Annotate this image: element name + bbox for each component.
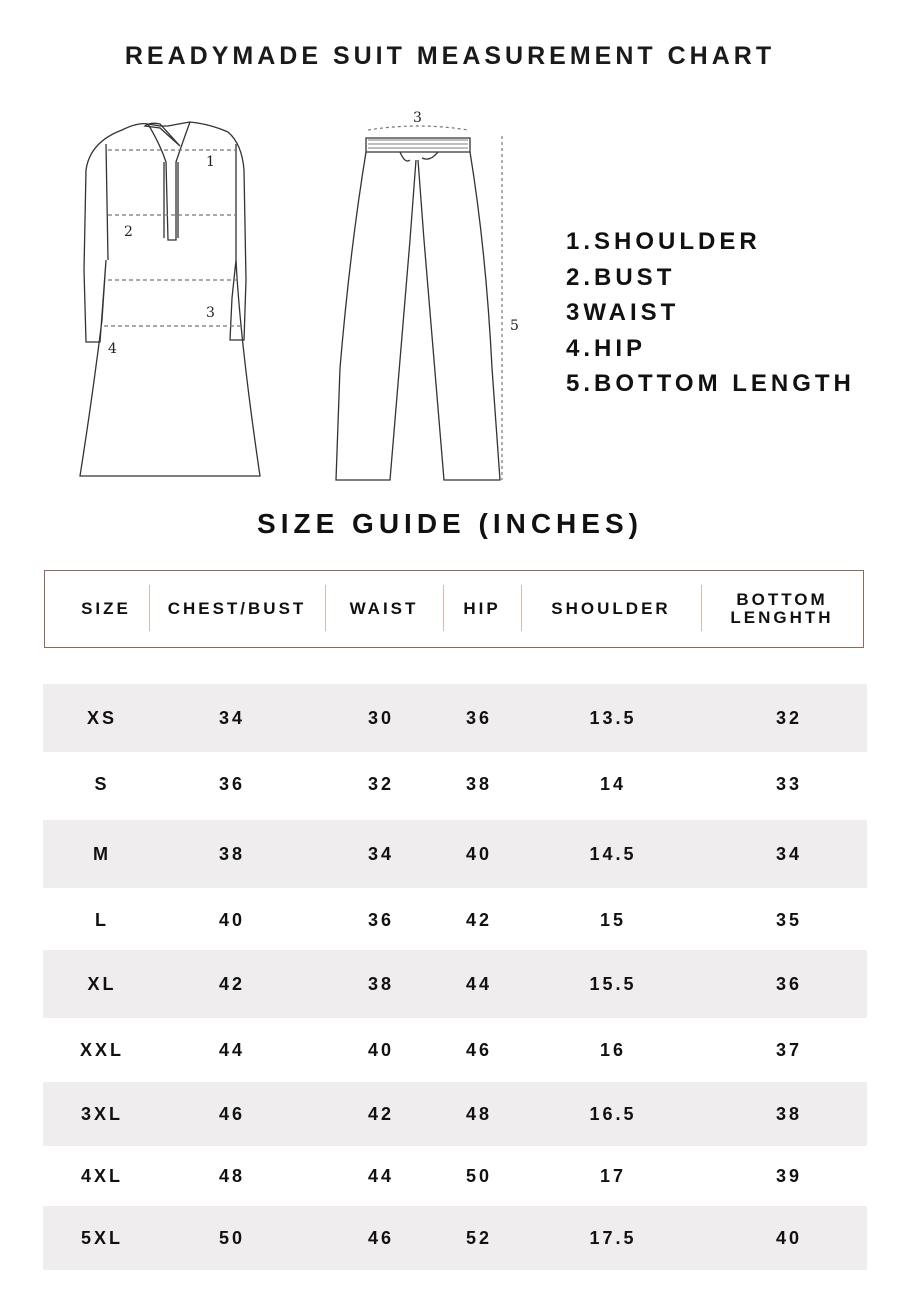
table-row	[43, 950, 867, 1018]
cell-shoulder: 16.5	[589, 1103, 637, 1124]
cell-size: M	[93, 843, 111, 864]
header-bottom-length: BOTTOM LENGHTH	[730, 590, 834, 627]
cell-size: XXL	[79, 1039, 124, 1060]
cell-size: 4XL	[80, 1165, 123, 1186]
table-row	[43, 1082, 867, 1146]
pants-label-length: 5	[510, 318, 519, 334]
cell-hip: 52	[465, 1227, 493, 1248]
cell-hip: 48	[465, 1103, 493, 1124]
table-row	[43, 820, 867, 888]
cell-bottom-length: 34	[775, 843, 803, 864]
cell-bottom-length: 33	[775, 773, 803, 794]
table-row	[43, 752, 867, 816]
header-waist: WAIST	[349, 599, 419, 618]
cell-waist: 38	[367, 973, 395, 994]
cell-bottom-length: 36	[775, 973, 803, 994]
cell-chest-bust: 36	[218, 773, 246, 794]
cell-size: XS	[86, 707, 117, 728]
garment-illustrations	[60, 100, 540, 500]
cell-waist: 34	[367, 843, 395, 864]
table-header	[44, 570, 864, 648]
header-shoulder: SHOULDER	[551, 599, 671, 618]
legend-item: 4.HIP	[566, 334, 647, 362]
cell-bottom-length: 39	[775, 1165, 803, 1186]
cell-chest-bust: 44	[218, 1039, 246, 1060]
cell-size: L	[95, 909, 109, 930]
cell-shoulder: 15	[599, 909, 627, 930]
table-row	[43, 1018, 867, 1082]
header-chest-bust: CHEST/BUST	[167, 599, 307, 618]
cell-shoulder: 17.5	[589, 1227, 637, 1248]
cell-hip: 46	[465, 1039, 493, 1060]
cell-waist: 30	[367, 707, 395, 728]
kurta-label-2: 2	[124, 224, 133, 240]
pants-guides	[368, 126, 502, 480]
table-row	[43, 1206, 867, 1270]
cell-bottom-length: 37	[775, 1039, 803, 1060]
table-row	[43, 684, 867, 752]
cell-size: S	[94, 773, 110, 794]
cell-waist: 32	[367, 773, 395, 794]
cell-waist: 44	[367, 1165, 395, 1186]
cell-waist: 40	[367, 1039, 395, 1060]
pants-label-waist: 3	[413, 110, 422, 126]
legend-item: 1.SHOULDER	[566, 228, 761, 255]
cell-bottom-length: 32	[775, 707, 803, 728]
cell-hip: 50	[465, 1165, 493, 1186]
kurta-label-4: 4	[108, 341, 117, 357]
legend-item: 5.BOTTOM LENGTH	[566, 370, 855, 397]
cell-chest-bust: 40	[218, 909, 246, 930]
garment-drawing	[60, 100, 540, 500]
cell-hip: 38	[465, 773, 493, 794]
cell-bottom-length: 38	[775, 1103, 803, 1124]
kurta-label-3: 3	[206, 305, 215, 321]
cell-chest-bust: 42	[218, 973, 246, 994]
cell-shoulder: 17	[599, 1165, 627, 1186]
header-size: SIZE	[81, 599, 131, 618]
legend-item: 3WAIST	[566, 299, 680, 326]
table-row	[43, 1146, 867, 1206]
cell-size: 3XL	[80, 1103, 123, 1124]
cell-shoulder: 13.5	[589, 707, 637, 728]
header-hip: HIP	[463, 599, 501, 618]
legend-item: 2.BUST	[566, 263, 676, 291]
cell-size: XL	[87, 973, 117, 994]
cell-hip: 36	[465, 707, 493, 728]
cell-shoulder: 14	[599, 773, 627, 794]
pants-drawing	[336, 138, 500, 480]
cell-chest-bust: 48	[218, 1165, 246, 1186]
cell-hip: 40	[465, 843, 493, 864]
cell-waist: 46	[367, 1227, 395, 1248]
cell-shoulder: 16	[599, 1039, 627, 1060]
size-guide-heading: SIZE GUIDE (INCHES)	[257, 508, 643, 539]
cell-chest-bust: 38	[218, 843, 246, 864]
cell-size: 5XL	[80, 1227, 123, 1248]
kurta-label-1: 1	[206, 154, 215, 170]
cell-shoulder: 14.5	[589, 843, 637, 864]
cell-chest-bust: 50	[218, 1227, 246, 1248]
kurta-drawing	[80, 122, 260, 476]
cell-bottom-length: 40	[775, 1227, 803, 1248]
page-title: READYMADE SUIT MEASUREMENT CHART	[124, 42, 776, 70]
table-row	[43, 890, 867, 950]
cell-chest-bust: 46	[218, 1103, 246, 1124]
cell-bottom-length: 35	[775, 909, 803, 930]
cell-hip: 42	[465, 909, 493, 930]
measurement-legend	[566, 224, 855, 402]
cell-chest-bust: 34	[218, 707, 246, 728]
cell-shoulder: 15.5	[589, 973, 637, 994]
cell-hip: 44	[465, 973, 493, 994]
cell-waist: 42	[367, 1103, 395, 1124]
cell-waist: 36	[367, 909, 395, 930]
